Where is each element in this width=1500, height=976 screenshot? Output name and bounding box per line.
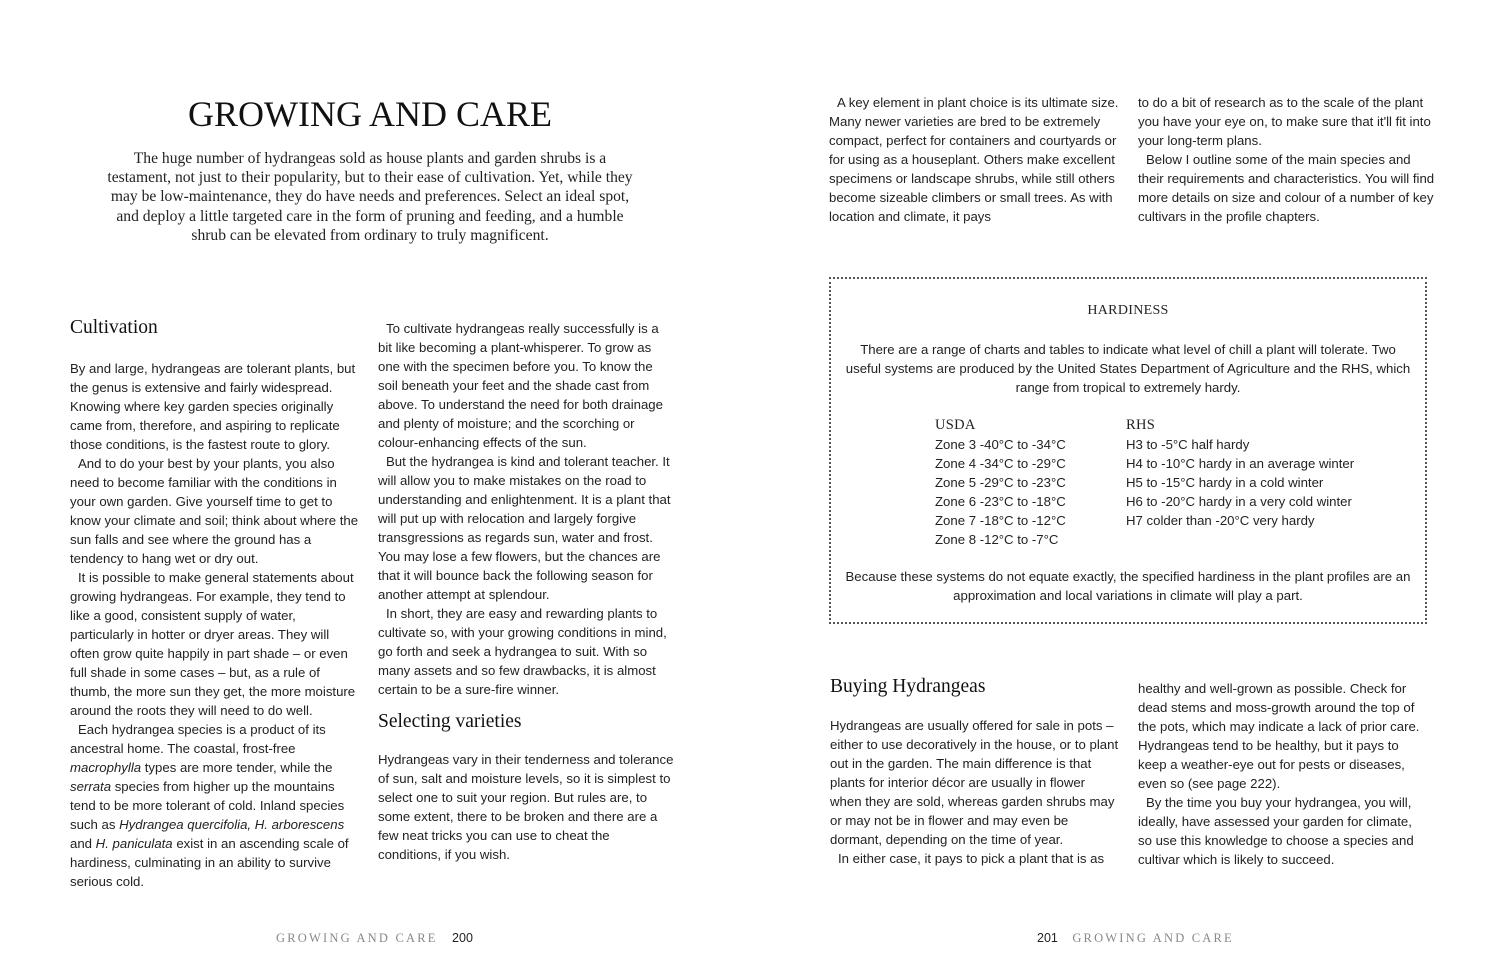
right-top-paragraph-2: to do a bit of research as to the scale of the plant you have your eye on, to make sure that it'll fit into your long-term plans.: [1138, 95, 1431, 148]
rhs-rating-item: H7 colder than -20°C very hardy: [1126, 513, 1315, 528]
cultivation-paragraph-3: It is possible to make general statements about growing hydrangeas. For example, they tend to like a good, consistent supply of water, particularly in hotter or dryer areas. They will often grow quite happily in part shade – or even full shade in some cases – but, as a rule of thumb, the more sun they get, the more moisture around the roots they will need to do well.: [70, 570, 356, 718]
col2-paragraph-3: In short, they are easy and rewarding plants to cultivate so, with your growing conditions in mind, go forth and seek a hydrangea to suit. With so many assets and so few drawbacks, it is almost certain to be a sure-fire winner.: [378, 606, 667, 697]
hardiness-box: [829, 277, 1427, 624]
buying-paragraph-1: Hydrangeas are usually offered for sale in pots – either to use decoratively in the house, or to plant out in the garden. The main difference is that plants for interior décor are usually in flower when they are sold, whereas garden shrubs may or may not be in flower and may even be dormant, depending on the time of year.: [830, 718, 1119, 847]
buying-heading: Buying Hydrangeas: [830, 676, 986, 697]
rhs-rating-item: H5 to -15°C hardy in a cold winter: [1126, 475, 1324, 490]
rhs-rating-item: H3 to -5°C half hardy: [1126, 437, 1250, 452]
usda-zone-item: Zone 6 -23°C to -18°C: [935, 494, 1066, 509]
usda-heading: USDA: [935, 417, 976, 433]
right-top-paragraph-3: Below I outline some of the main species and their requirements and characteristics. You will find more details on size and colour of a number of key cultivars in the profile chapters.: [1138, 152, 1435, 224]
p4-text-g: and: [70, 836, 96, 851]
p4-text-a: Each hydrangea species is a product of its ancestral home. The coastal, frost-free: [70, 722, 326, 756]
usda-zone-item: Zone 4 -34°C to -29°C: [935, 456, 1066, 471]
page-number-left: 200: [452, 931, 473, 945]
usda-zone-item: Zone 5 -29°C to -23°C: [935, 475, 1066, 490]
footer-right: [1037, 929, 1234, 947]
col2-paragraph-1: To cultivate hydrangeas really successfully is a bit like becoming a plant-whisperer. To grow as one with the specimen before you. To know the soil beneath your feet and the shade cast from above. To understand the need for both drainage and plenty of moisture; and the scorching or colour-enhancing effects of the sun.: [378, 321, 663, 450]
selecting-paragraph: Hydrangeas vary in their tenderness and tolerance of sun, salt and moisture levels, so it is simplest to select one to suit your region. But rules are, to some extent, there to be broken and there are a few neat tricks you can use to cheat the conditions, if you wish.: [378, 752, 674, 862]
rhs-heading: RHS: [1126, 417, 1156, 433]
footer-right-label: GROWING AND CARE: [1072, 931, 1234, 945]
usda-list: [935, 416, 1115, 549]
p4-text-i: exist in an ascending scale of hardiness, culminating in an ability to survive serious cold.: [70, 836, 349, 889]
rhs-list: [1126, 416, 1406, 530]
right-top-column-2: [1138, 93, 1438, 226]
intro-paragraph: The huge number of hydrangeas sold as house plants and garden shrubs is a testament, not just to their popularity, but to their ease of cultivation. Yet, while they may be low-maintenance, they do have needs and preferences. Select an ideal spot, and deploy a little targeted care in the form of pruning and feeding, and a humble shrub can be elevated from ordinary to truly magnificent.: [107, 150, 633, 244]
buying-paragraph-2: In either case, it pays to pick a plant that is as: [838, 851, 1105, 866]
usda-zone-item: Zone 7 -18°C to -12°C: [935, 513, 1066, 528]
buying-paragraph-3: healthy and well-grown as possible. Check for dead stems and moss-growth around the top of the pots, which may indicate a lack of prior care. Hydrangeas tend to be healthy, but it pays to keep a weather-eye out for pests or diseases, even so (see page 222).: [1138, 681, 1420, 791]
right-top-column-1: [829, 93, 1121, 226]
col2-paragraph-2: But the hydrangea is kind and tolerant teacher. It will allow you to make mistakes on the road to understanding and enlightenment. It is a plant that will put up with relocation and largely forgive transgressions as regards sun, water and frost. You may lose a few flowers, but the chances are that it will bounce back the following season for another attempt at splendour.: [378, 454, 671, 602]
footer-left: [276, 929, 473, 947]
buying-column-1: [830, 675, 1120, 868]
rhs-rating-item: H4 to -10°C hardy in an average winter: [1126, 456, 1355, 471]
p4-italic-macrophylla: macrophylla: [70, 760, 142, 775]
usda-zone-item: Zone 3 -40°C to -34°C: [935, 437, 1066, 452]
second-column: [378, 319, 674, 864]
buying-column-2: [1138, 679, 1428, 869]
selecting-heading: Selecting varieties: [378, 711, 522, 732]
footer-left-label: GROWING AND CARE: [276, 931, 438, 945]
page-number-right: 201: [1037, 931, 1058, 945]
p4-text-e: species from higher up the mountains tend to be more tolerant of cold. Inland species such as: [70, 779, 345, 832]
cultivation-paragraph-2: And to do your best by your plants, you also need to become familiar with the conditions in your own garden. Give yourself time to get to know your climate and soil; think about where the sun falls and see where the ground has a tendency to hang wet or dry out.: [70, 456, 359, 566]
hardiness-title: HARDINESS: [1087, 303, 1169, 318]
hardiness-intro: There are a range of charts and tables to indicate what level of chill a plant will tolerate. Two useful systems are produced by the United States Department of Agriculture and the RHS, which range from tropical to extremely hardy.: [845, 342, 1411, 395]
page-title: GROWING AND CARE: [188, 94, 552, 134]
cultivation-paragraph-1: By and large, hydrangeas are tolerant plants, but the genus is extensive and fairly widespread. Knowing where key garden species originally came from, therefore, and aspiring to replicate those conditions, is the fastest route to glory.: [70, 361, 356, 452]
p4-text-c: types are more tender, while the: [141, 760, 333, 775]
right-top-paragraph-1: A key element in plant choice is its ultimate size. Many newer varieties are bred to be extremely compact, perfect for containers and courtyards or for using as a houseplant. Others make excellent specimens or landscape shrubs, while still others become sizeable climbers or small trees. As with location and climate, it pays: [829, 95, 1119, 224]
buying-paragraph-4: By the time you buy your hydrangea, you will, ideally, have assessed your garden for climate, so use this knowledge to choose a species and cultivar which is likely to succeed.: [1138, 795, 1414, 867]
cultivation-column: [70, 316, 362, 891]
usda-zone-item: Zone 8 -12°C to -7°C: [935, 532, 1059, 547]
p4-italic-paniculata: H. paniculata: [95, 836, 173, 851]
cultivation-heading: Cultivation: [70, 317, 158, 338]
rhs-rating-item: H6 to -20°C hardy in a very cold winter: [1126, 494, 1352, 509]
hardiness-note: Because these systems do not equate exactly, the specified hardiness in the plant profiles are an approximation and local variations in climate will play a part.: [845, 569, 1411, 603]
p4-italic-serrata: serrata: [70, 779, 112, 794]
p4-italic-species: Hydrangea quercifolia, H. arborescens: [119, 817, 345, 832]
cultivation-paragraph-4: [70, 720, 362, 891]
